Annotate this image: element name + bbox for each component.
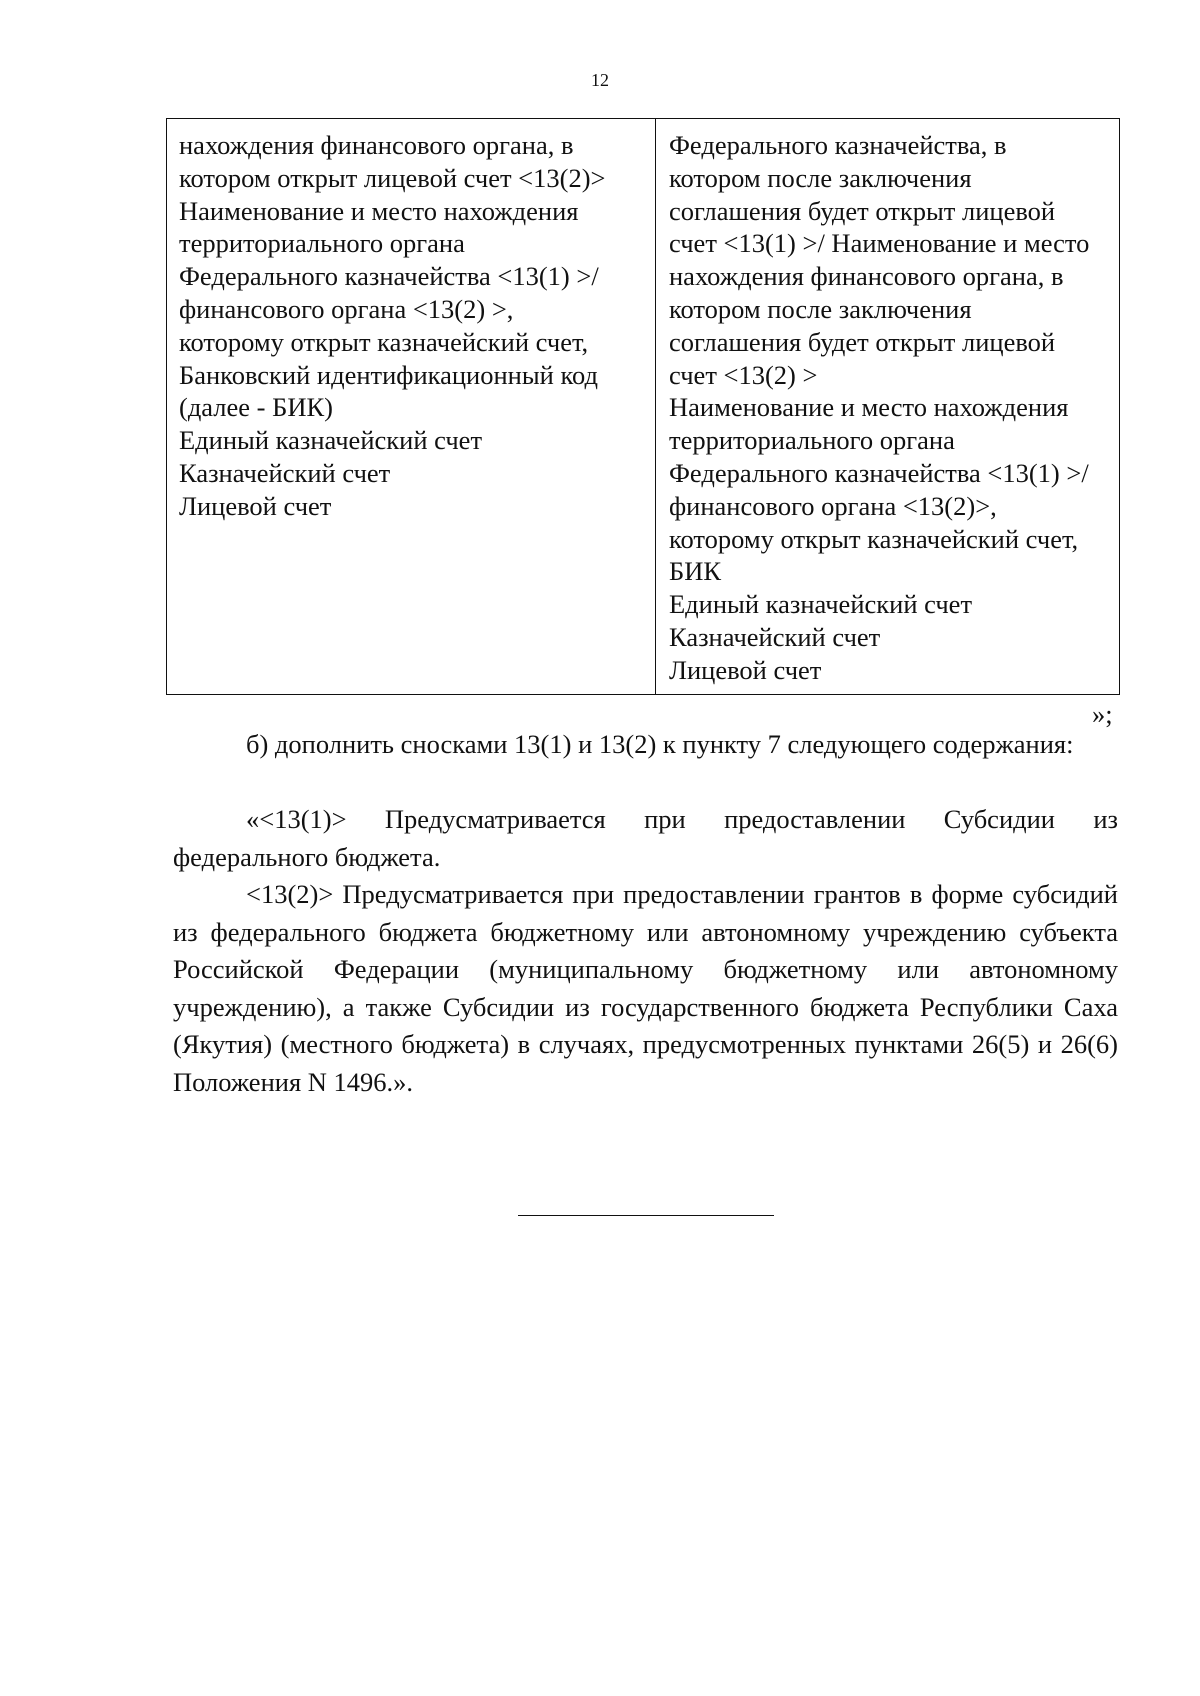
table-line: территориального органа [179,228,465,259]
details-table [166,118,1120,695]
table-line: Банковский идентификационный код [179,359,598,390]
table-left-cell [167,119,656,694]
table-line: Казначейский счет [179,457,391,488]
paragraph-footnote-13-2 [173,876,1118,1101]
table-line: Лицевой счет [179,490,332,521]
table-line: котором после заключения [669,162,972,193]
table-right-cell [656,119,1119,694]
paragraph-amendment [173,726,1118,764]
page-number: 12 [591,70,609,90]
table-line: Лицевой счет [669,654,822,685]
table-line: Федерального казначейства <13(1) >/ [669,457,1089,488]
end-separator-line [518,1215,774,1216]
table-line: территориального органа [669,425,955,456]
table-line: которому открыт казначейский счет, [669,523,1079,554]
table-line: нахождения финансового органа, в [669,261,1064,292]
table-line: Федерального казначейства <13(1) >/ [179,261,599,292]
table-line: соглашения будет открыт лицевой [669,326,1056,357]
table-line: счет <13(2) > [669,359,818,390]
table-line: Казначейский счет [669,621,881,652]
paragraph-text: «<13(1)> Предусматривается при предоставлении Субсидии из федерального бюджета. [173,804,1118,872]
table-line: Наименование и место нахождения [669,392,1069,423]
table-line: которому открыт казначейский счет, [179,326,589,357]
table-line: финансового органа <13(2)>, [669,490,997,521]
paragraph-footnote-13-1 [173,801,1118,876]
table-line: Единый казначейский счет [669,589,973,620]
paragraph-text: б) дополнить сносками 13(1) и 13(2) к пункту 7 следующего содержания: [246,729,1074,759]
table-line: нахождения финансового органа, в [179,130,574,160]
table-line: финансового органа <13(2) >, [179,293,514,324]
table-line: (далее - БИК) [179,392,333,423]
table-line: счет <13(1) >/ Наименование и место [669,228,1090,259]
table-line: котором открыт лицевой счет <13(2)> [179,162,606,193]
paragraph-text: <13(2)> Предусматривается при предоставлении грантов в форме субсидий из федерального бюджета бюджетному или автономному учреждению субъекта Российской Федерации (муниципальному бюджетному или автономному учреждению), а также Субсидии из государственного бюджета Республики Саха (Якутия) (местного бюджета) в случаях, предусмотренных пунктами 26(5) и 26(6) Положения N 1496.». [173,879,1118,1097]
closing-quote: »; [1092,699,1113,729]
table-line: Федерального казначейства, в [669,130,1007,160]
table-line: котором после заключения [669,293,972,324]
table-line: соглашения будет открыт лицевой [669,195,1056,226]
table-line: Единый казначейский счет [179,425,483,456]
table-line: БИК [669,556,722,587]
table-line: Наименование и место нахождения [179,195,579,226]
